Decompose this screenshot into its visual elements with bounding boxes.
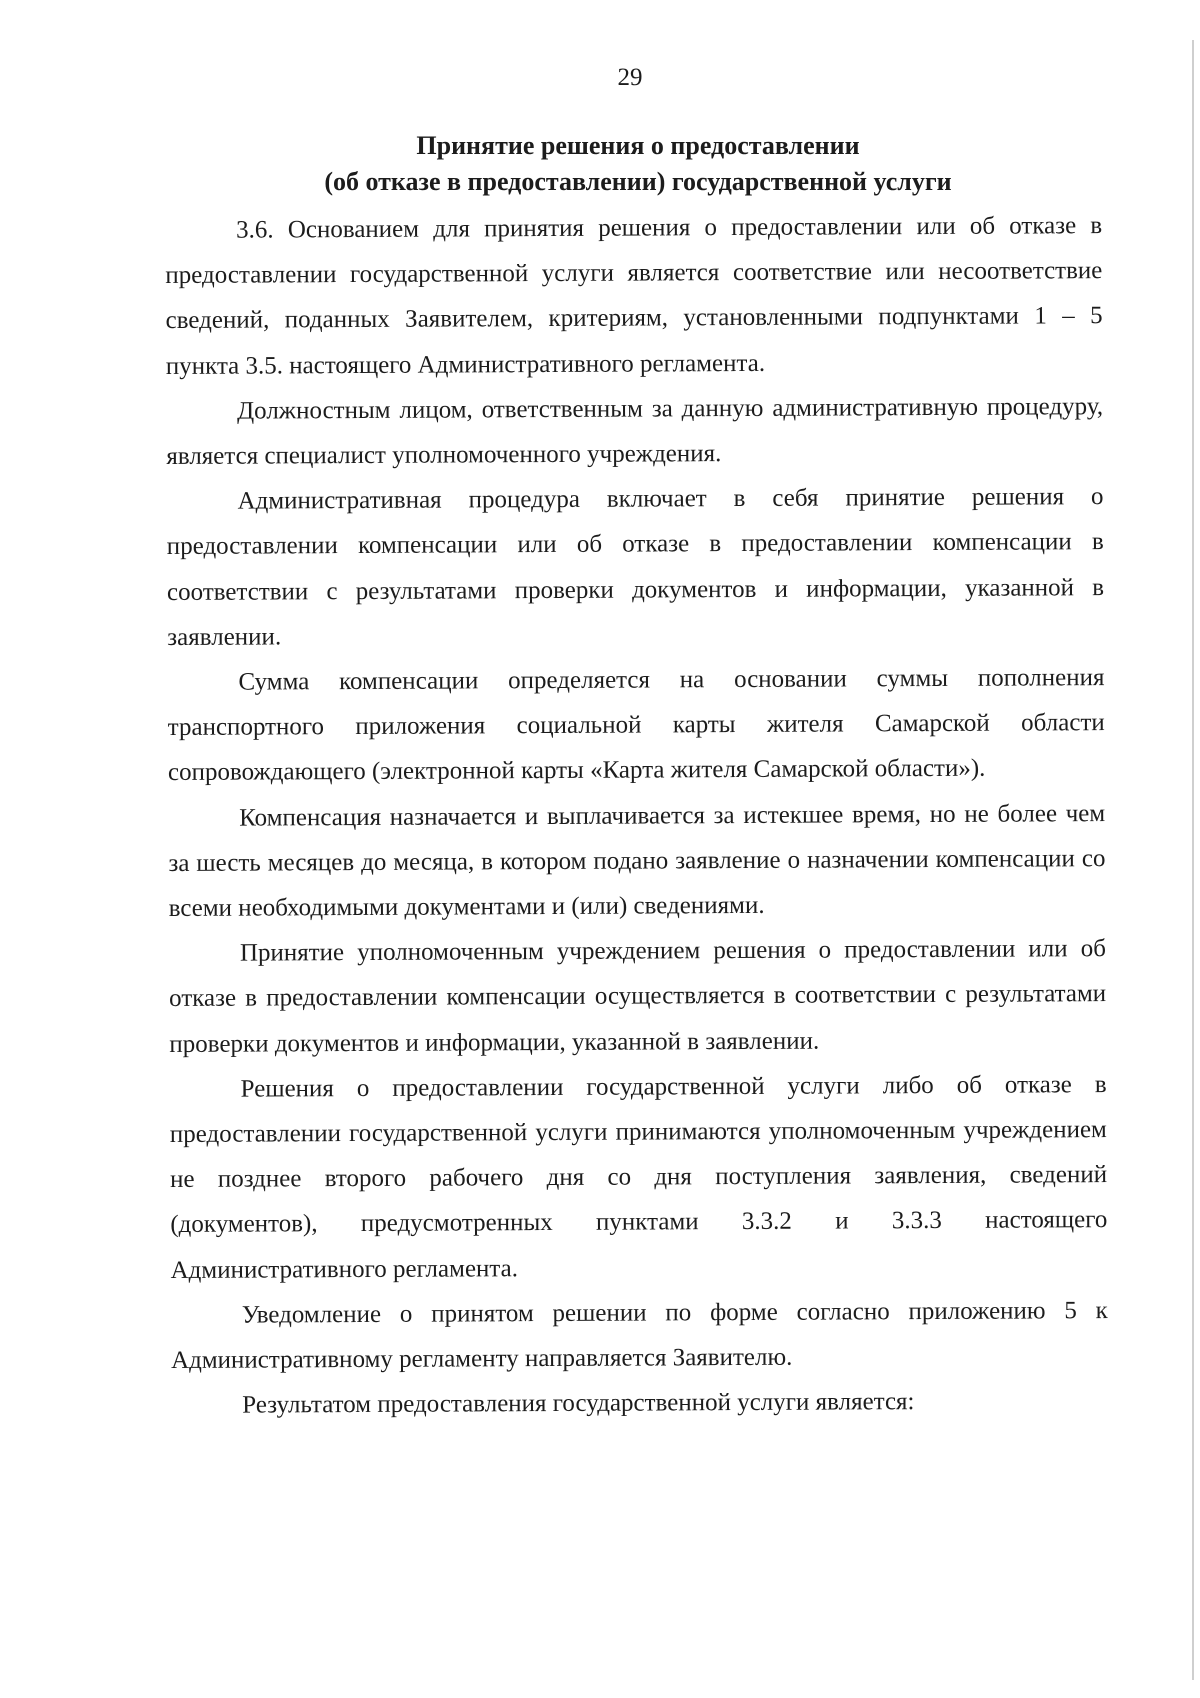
paragraph-decision-by-institution: Принятие уполномоченным учреждением решения о предоставлении или об отказе в предоставлении компенсации осуществляется в соответствии с результатами проверки документов и информации, указанной в заявлении. bbox=[169, 935, 1107, 1058]
paragraph-notification: Уведомление о принятом решении по форме согласно приложению 5 к Административному регламенту направляется Заявителю. bbox=[170, 1296, 1108, 1375]
paragraph-3-6-grounds: 3.6. Основанием для принятия решения о предоставлении или об отказе в предоставлении государственной услуги является соответствие или несоответствие сведений, поданных Заявителем, критериям, установленными подпунктами 1 – 5 пункта 3.5. настоящего Административного регламента. bbox=[165, 212, 1103, 380]
paragraph-result: Результатом предоставления государственной услуги является: bbox=[242, 1388, 915, 1419]
paragraph-procedure-content: Административная процедура включает в себя принятие решения о предоставлении компенсации или об отказе в предоставлении компенсации в соответствии с результатами проверки документов и информации, указанной в заявлении. bbox=[166, 483, 1105, 651]
paragraph-decision-deadline: Решения о предоставлении государственной услуги либо об отказе в предоставлении государственной услуги принимаются уполномоченным учреждением не позднее второго рабочего дня со дня поступления заявления, сведений (документов), предусмотренных пунктами 3.3.2 и 3.3.3 настоящего Административного регламента. bbox=[169, 1070, 1108, 1284]
section-title-line-1: Принятие решения о предоставлении bbox=[416, 131, 860, 160]
body-text bbox=[165, 203, 1108, 1428]
paragraph-compensation-period: Компенсация назначается и выплачивается за истекшее время, но не более чем за шесть месяцев до месяца, в котором подано заявление о назначении компенсации со всеми необходимыми документами и (или) сведениями. bbox=[168, 799, 1106, 923]
page-number: 29 bbox=[617, 64, 643, 91]
paragraph-compensation-amount: Сумма компенсации определяется на основании суммы пополнения транспортного приложения социальной карты жителя Самарской области сопровождающего (электронной карты «Карта жителя Самарской области»). bbox=[167, 664, 1105, 787]
section-title bbox=[0, 128, 1200, 200]
scan-edge-line bbox=[1192, 40, 1194, 1680]
section-title-line-2: (об отказе в предоставлении) государственной услуги bbox=[324, 167, 952, 196]
paragraph-responsible-official: Должностным лицом, ответственным за данную административную процедуру, является специалист уполномоченного учреждения. bbox=[166, 392, 1104, 471]
